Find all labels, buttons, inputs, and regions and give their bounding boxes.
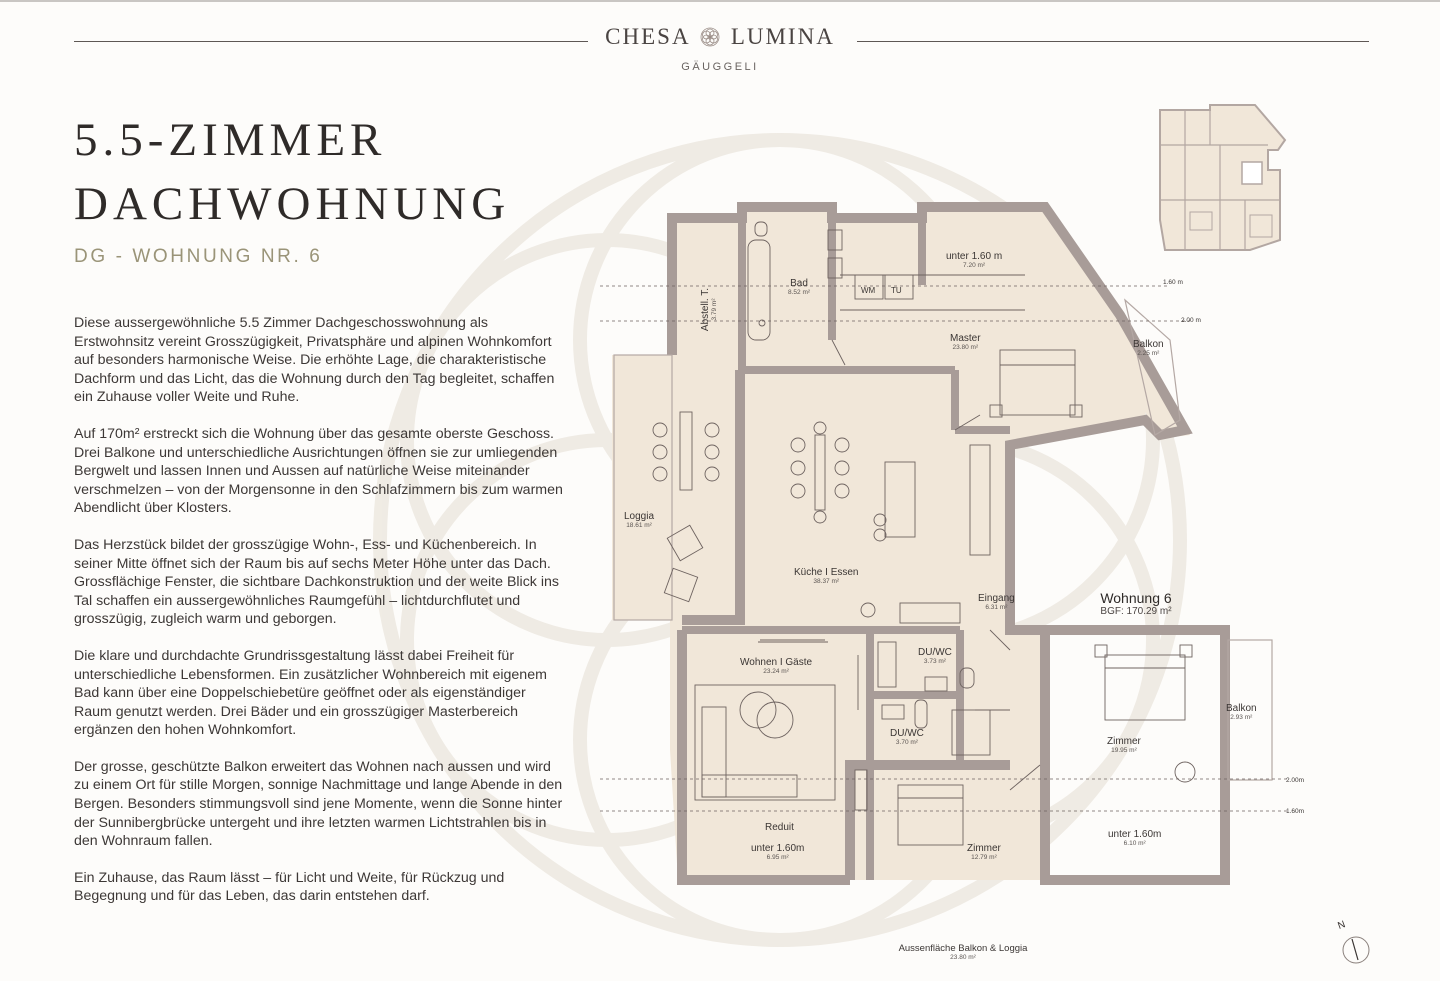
unit-subtitle: DG - WOHNUNG NR. 6 xyxy=(74,246,323,267)
bed-zimmer-1 xyxy=(1105,655,1185,720)
room-area: 38.37 m² xyxy=(813,578,840,585)
room-wohnen xyxy=(740,657,812,676)
compass xyxy=(1332,920,1372,968)
room-name: Balkon xyxy=(1226,703,1257,714)
label-wm: WM xyxy=(861,286,876,295)
brand-subtitle: GÄUGGELI xyxy=(681,61,759,73)
room-duwc-2 xyxy=(890,728,924,747)
header-rule-left xyxy=(74,41,588,42)
room-dach-bottom-right xyxy=(1108,829,1161,848)
height-label-200: 2.00 m xyxy=(1181,317,1201,324)
room-name: Abstell. T. xyxy=(700,287,712,332)
room-area: 2.25 m² xyxy=(1137,350,1160,357)
room-kueche xyxy=(794,567,858,586)
outdoor-area xyxy=(873,943,1053,961)
header-rule-right xyxy=(857,41,1369,42)
unit-bgf: BGF: 170.29 m² xyxy=(1100,606,1172,617)
room-area: 6.95 m² xyxy=(766,854,789,861)
room-reduit xyxy=(765,822,794,833)
room-name: DU/WC xyxy=(918,647,952,658)
paragraph: Die klare und durchdachte Grundrissgestaltung lässt dabei Freiheit für unterschiedliche Lebensformen. Ein zusätzlicher Wohnbereich mit eigenem Bad kann über eine Doppelschiebetüre geöffnet oder als eigenständiger Raum genutzt werden. Drei Bäder und ein grosszügiger Masterbereich ergänzen den hohen Wohnkomfort. xyxy=(74,647,547,739)
room-bad xyxy=(788,278,810,297)
paragraph: Diese aussergewöhnliche 5.5 Zimmer Dachgeschosswohnung als Erstwohnsitz vereint Grosszügigkeit, Privatsphäre und alpinen Wohnkomfort auf besonders harmonische Weise. Die erhöhte Lage, die charakteristische Dachform und das Licht, das die Wohnung durch den Tag begleitet, schaffen ein Zuhause voller Weite und Ruhe. xyxy=(74,315,555,406)
room-name: Zimmer xyxy=(1107,736,1141,747)
height-label-160: 1.60 m xyxy=(1163,279,1183,286)
title-line-1: 5.5-ZIMMER xyxy=(74,114,387,166)
room-name: Bad xyxy=(790,278,808,289)
room-area: 12.79 m² xyxy=(971,854,997,861)
height-label-160b: 1.60m xyxy=(1286,808,1305,815)
room-area: 19.95 m² xyxy=(1111,747,1137,754)
paragraph: Der grosse, geschützte Balkon erweitert das Wohnen nach aussen und wird zu einem Ort für stille Morgen, sonnige Nachmittage und lange Abende in den Bergen. Besonders stimmungsvoll sind jene Momente, wenn die Sonne hinter der Sunnibergbrücke untergeht und ihre letzten warmen Lichtstrahlen bis in den Wohnraum fallen. xyxy=(74,758,563,850)
room-zimmer-1 xyxy=(1107,736,1141,755)
room-area: 3.79 m² xyxy=(711,298,719,321)
brand-name-left: CHESA xyxy=(605,24,690,49)
outdoor-label: Aussenfläche Balkon & Loggia xyxy=(898,943,1028,954)
room-abstell xyxy=(700,288,719,331)
room-area: 3.70 m² xyxy=(895,739,918,746)
room-area: 18.61 m² xyxy=(626,522,652,529)
room-master xyxy=(950,333,981,352)
room-area: 7.20 m² xyxy=(963,262,986,269)
room-name: Eingang xyxy=(978,593,1015,604)
description-text xyxy=(74,314,566,924)
room-name: Balkon xyxy=(1133,339,1164,350)
room-name: unter 1.60 m xyxy=(946,251,1003,262)
room-area: 2.93 m² xyxy=(1230,714,1253,721)
room-name: Master xyxy=(950,333,981,344)
paragraph: Ein Zuhause, das Raum lässt – für Licht und Weite, für Rückzug und Begegnung und für das Leben, das darin entstehen darf. xyxy=(74,869,505,905)
room-name: Wohnen I Gäste xyxy=(740,657,813,668)
room-name: Zimmer xyxy=(967,843,1001,854)
room-area: 6.10 m² xyxy=(1123,840,1146,847)
room-balkon-1 xyxy=(1133,339,1164,358)
room-area: 8.52 m² xyxy=(788,289,811,296)
room-name: unter 1.60m xyxy=(1108,829,1162,840)
outdoor-value: 23.80 m² xyxy=(950,954,976,961)
top-border xyxy=(0,0,1440,2)
title-line-2: DACHWOHNUNG xyxy=(74,178,511,230)
height-label-200b: 2.00m xyxy=(1286,777,1305,784)
room-area: 6.31 m² xyxy=(985,604,1008,611)
brand-name-right: LUMINA xyxy=(730,24,835,49)
room-balkon-2 xyxy=(1226,703,1257,722)
room-name: Reduit xyxy=(765,822,794,833)
room-name: unter 1.60m xyxy=(751,843,805,854)
page-title xyxy=(74,108,510,236)
room-area: 23.80 m² xyxy=(952,344,979,351)
paragraph: Auf 170m² erstreckt sich die Wohnung über das gesamte oberste Geschoss. Drei Balkone und unterschiedliche Ausrichtungen öffnen sie zur umliegenden Bergwelt und lassen Innen und Aussen auf natürliche Weise miteinander verschmelzen – von der Morgensonne in den Schlafzimmern bis zum warmen Abendlicht über Klosters. xyxy=(74,425,563,517)
flower-of-life-icon xyxy=(700,27,720,47)
paragraph: Das Herzstück bildet der grosszügige Wohn-, Ess- und Küchenbereich. In seiner Mitte öffnet sich der Raum bis auf sechs Meter Höhe unter das Dach. Grossflächige Fenster, die sichtbare Dachkonstruktion und der weite Blick ins Tal schaffen ein aussergewöhnliches Raumgefühl – lichtdurchflutet und grosszügig, zugleich warm und geborgen. xyxy=(74,536,559,628)
room-name: DU/WC xyxy=(890,728,924,739)
room-zimmer-2 xyxy=(967,843,1001,862)
unit-summary xyxy=(1086,590,1186,617)
room-name: Loggia xyxy=(624,511,655,522)
label-tu: TU xyxy=(891,286,902,295)
room-duwc-1 xyxy=(918,647,952,666)
room-area: 3.73 m² xyxy=(923,658,946,665)
room-loggia xyxy=(624,511,654,530)
room-eingang xyxy=(978,593,1015,612)
room-dach-bottom-left xyxy=(751,843,804,862)
brand-logo xyxy=(600,24,840,50)
unit-title: Wohnung 6 xyxy=(1100,590,1172,606)
room-name: Küche I Essen xyxy=(794,567,859,578)
room-area: 23.24 m² xyxy=(763,668,789,675)
room-dach-top xyxy=(946,251,1002,270)
compass-letter: N xyxy=(1336,919,1347,932)
